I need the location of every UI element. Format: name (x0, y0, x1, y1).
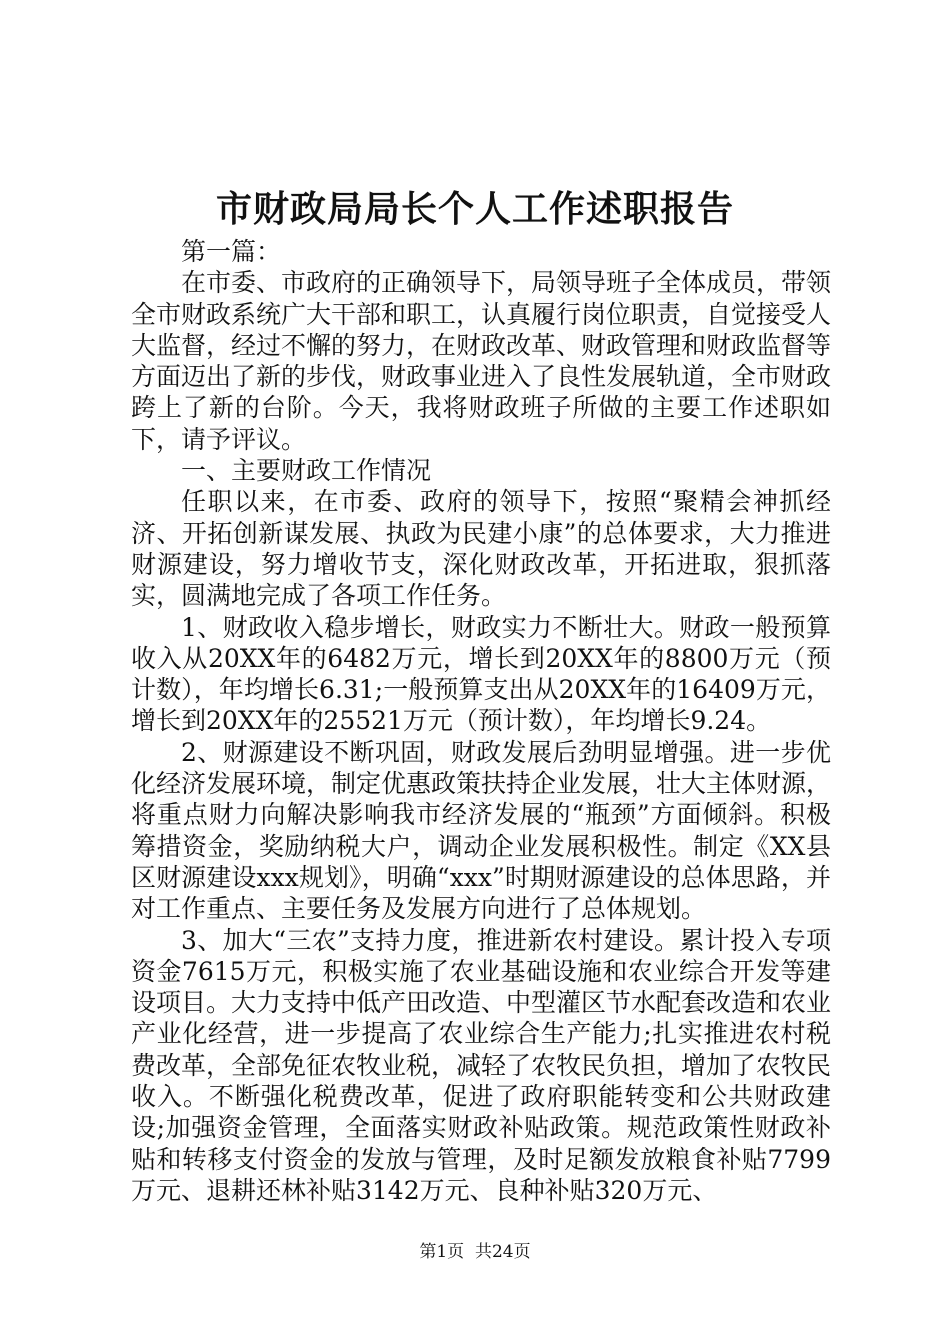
section-heading: 第一篇： (181, 237, 282, 266)
page-number: 第1页 共24页 (419, 1242, 531, 1262)
document-title: 市财政局局长个人工作述职报告 (215, 188, 734, 230)
section-heading: 一、主要财政工作情况 (181, 456, 432, 486)
body-paragraph: 2、财源建设不断巩固，财政发展后劲明显增强。进一步优化经济发展环境，制定优惠政策扶持企业发展，壮大主体财源，将重点财力向解决影响我市经济发展的“瓶颈”方面倾斜。积极筹措资金，奖励纳税大户，调动企业发展积极性。制定《XX县区财源建设xxx规划》，明确“xxx”时期财源建设的总体思路，并对工作重点、主要任务及发展方向进行了总体规划。 (131, 737, 832, 924)
page-footer (0, 1240, 950, 1264)
body-paragraph: 在市委、市政府的正确领导下，局领导班子全体成员，带领全市财政系统广大干部和职工，认真履行岗位职责，自觉接受人大监督，经过不懈的努力，在财政改革、财政管理和财政监督等方面迈出了新的步伐，财政事业进入了良性发展轨道，全市财政跨上了新的台阶。今天，我将财政班子所做的主要工作述职如下，请予评议。 (131, 268, 832, 454)
document-body (131, 236, 831, 1206)
body-paragraph: 3、加大“三农”支持力度，推进新农村建设。累计投入专项资金7615万元，积极实施了农业基础设施和农业综合开发等建设项目。大力支持中低产田改造、中型灌区节水配套改造和农业产业化经营，进一步提高了农业综合生产能力;扎实推进农村税费改革，全部免征农牧业税，减轻了农牧民负担，增加了农牧民收入。不断强化税费改革，促进了政府职能转变和公共财政建设;加强资金管理，全面落实财政补贴政策。规范政策性财政补贴和转移支付资金的发放与管理，及时足额发放粮食补贴7799万元、退耕还林补贴3142万元、良种补贴320万元、 (131, 925, 832, 1205)
body-paragraph: 任职以来，在市委、政府的领导下，按照“聚精会神抓经济、开拓创新谋发展、执政为民建小康”的总体要求，大力推进财源建设，努力增收节支，深化财政改革，开拓进取，狠抓落实，圆满地完成了各项工作任务。 (131, 487, 831, 611)
body-paragraph: 1、财政收入稳步增长，财政实力不断壮大。财政一般预算收入从20XX年的6482万元，增长到20XX年的8800万元（预计数），年均增长6.31;一般预算支出从20XX年的16409万元，增长到20XX年的25521万元（预计数），年均增长9.24。 (131, 612, 831, 736)
